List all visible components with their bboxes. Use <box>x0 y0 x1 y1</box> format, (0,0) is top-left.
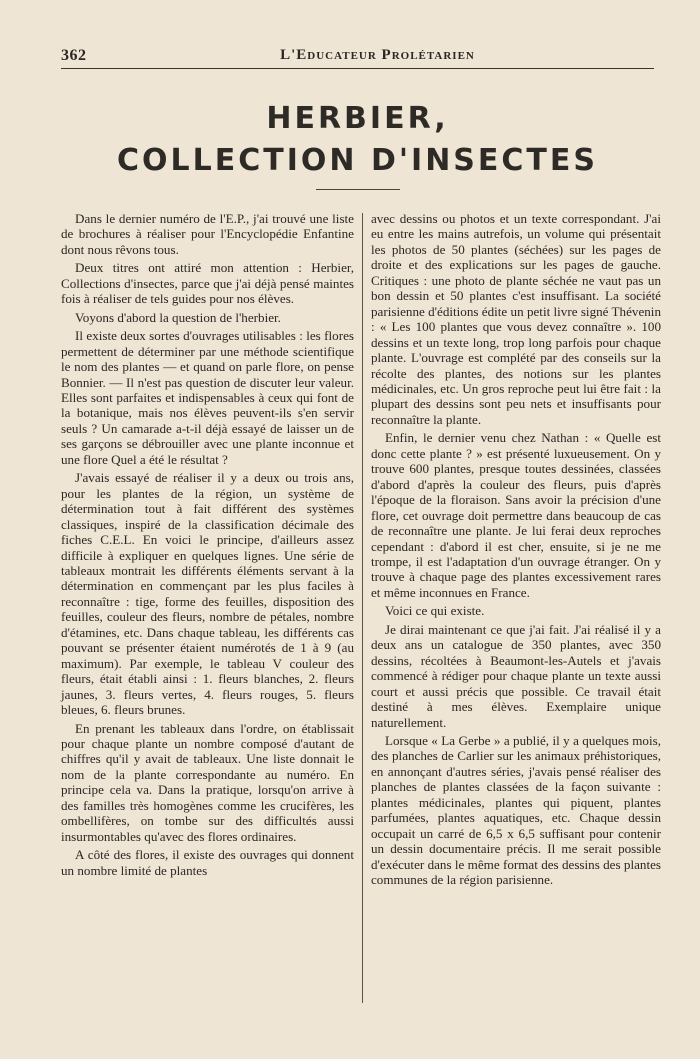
paragraph: J'avais essayé de réaliser il y a deux ou trois ans, pour les plantes de la région, un système de détermination tout à fait différent des systèmes classiques, inspiré de la classification décimale des fiches C.E.L. En voici le principe, d'ailleurs assez difficile à expliquer en quelques lignes. Une série de tableaux montrait les différents éléments servant à la détermination en commençant par les plus faciles à reconnaître : tige, forme des feuilles, disposition des feuilles, couleur des fleurs, nombre de pétales, nombre d'étamines, etc. Dans chaque tableau, les différents cas pouvant se présenter étaient numérotés de 1 à 9 (au maximum). Par exemple, le tableau V couleur des fleurs, était établi ainsi : 1. fleurs blanches, 2. fleurs jaunes, 3. fleurs vertes, 4. fleurs rouges, 5. fleurs bleues, 6. fleurs brunes. <box>61 470 354 718</box>
title-line-1: HERBIER, <box>266 101 449 136</box>
paragraph: Il existe deux sortes d'ouvrages utilisables : les flores permettent de déterminer par une méthode scientifique le nom des plantes — et quand on parle flore, on pense Bonnier. — Il n'est pas question de discuter leur valeur. Elles sont parfaites et indispensables à ceux qui font de la botanique, mais nos élèves peuvent-ils s'en servir seuls ? Un camarade a-t-il déjà essayé de laisser un de ses garçons se débrouiller avec une plante inconnue et une flore Quel a été le résultat ? <box>61 328 354 467</box>
column-divider <box>362 213 363 1003</box>
page-number: 362 <box>61 47 87 64</box>
paragraph: En prenant les tableaux dans l'ordre, on établissait pour chaque plante un nombre composé d'autant de chiffres qu'il y avait de tableaux. Une liste donnait le nom de la plante correspondante au numéro. En principe cela va. Dans la pratique, lorsqu'on arrive à des familles très homogènes comme les crucifères, les ombellifères, on tombe sur des difficultés aussi insurmontables qu'avec des flores ordinaires. <box>61 720 354 844</box>
paragraph: Je dirai maintenant ce que j'ai fait. J'ai réalisé il y a deux ans un catalogue de 350 plantes, avec 350 dessins, récoltées à Beaumont-les-Autels et j'avais commencé à rédiger pour chaque plante un texte aussi court et aussi précis que possible. Ce travail était destiné à mes élèves. Exemplaire unique naturellement. <box>371 621 661 730</box>
paragraph: Voyons d'abord la question de l'herbier. <box>75 309 281 325</box>
paragraph: Voici ce qui existe. <box>385 603 485 619</box>
title-line-2: COLLECTION D'INSECTES <box>117 143 598 178</box>
right-column <box>371 211 661 890</box>
paragraph: Deux titres ont attiré mon attention : Herbier, Collections d'insectes, parce que j'ai déjà pensé maintes fois à réaliser de tels guides pour nos élèves. <box>61 260 354 307</box>
page-header <box>61 46 654 69</box>
paragraph-continued: avec dessins ou photos et un texte correspondant. J'ai eu entre les mains autrefois, un volume qui présentait les photos de 50 plantes (séchées) sur les pages de droite et des explications sur les pages de gauche. Critiques : une photo de plante séchée ne vaut pas un bon dessin et 50 plantes c'est insuffisant. La société parisienne d'éditions édite un petit livre signé Thévenin : « Les 100 plantes que vous devez connaître ». 100 dessins et un texte long, trop long parfois pour chaque plante. L'ouvrage est complété par des conseils sur la récolte des plantes, des notions sur les plantes médicinales, etc. Un gros reproche peut lui être fait : la plupart des dessins sont peu nets et insuffisants pour reconnaître la plante. <box>371 211 661 427</box>
paragraph: A côté des flores, il existe des ouvrages qui donnent un nombre limité de plantes <box>61 847 354 878</box>
article-title <box>61 98 654 182</box>
paragraph: Dans le dernier numéro de l'E.P., j'ai trouvé une liste de brochures à réaliser pour l'Encyclopédie Enfantine dont nous rêvons tous. <box>61 211 354 257</box>
paragraph: Lorsque « La Gerbe » a publié, il y a quelques mois, des planches de Carlier sur les animaux préhistoriques, en annonçant d'autres séries, j'avais pensé réaliser des planches de plantes classées de la façon suivante : plantes médicinales, plantes qui piquent, plantes parfumées, plantes aquatiques, etc. Chaque dessin occupait un carré de 6,5 x 6,5 suffisant pour contenir un dessin documentaire précis. Il me serait possible d'exécuter dans le même format des dessins des plantes communes de la région parisienne. <box>371 732 661 888</box>
journal-title: L'Educateur Prolétarien <box>280 47 475 63</box>
title-rule <box>316 189 400 190</box>
left-column <box>61 211 354 881</box>
paragraph: Enfin, le dernier venu chez Nathan : « Quelle est donc cette plante ? » est présenté luxueusement. On y trouve 600 plantes, presque toutes dessinées, classées d'abord d'après la couleur des fleurs, puis d'après l'époque de la floraison. Sans avoir la précision d'une flore, cet ouvrage doit permettre dans beaucoup de cas de reconnaître une plante. Je lui ferai deux reproches cependant : d'abord il est cher, ensuite, si je ne me trompe, il est l'adaptation d'un ouvrage étranger. On y trouve à chaque page des plantes excessivement rares et même inconnues en France. <box>371 430 661 600</box>
